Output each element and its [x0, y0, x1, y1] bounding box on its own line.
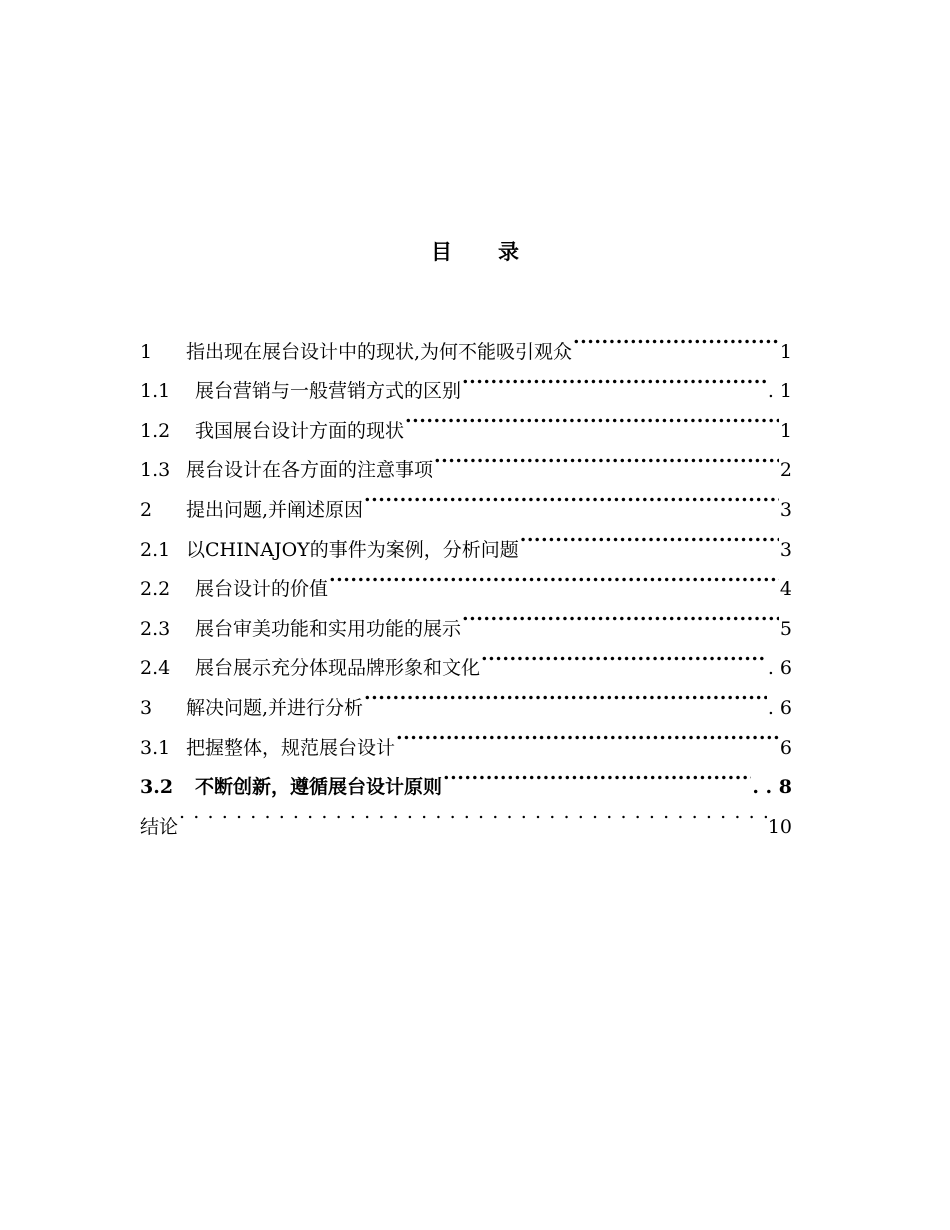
toc-dot-leader — [520, 516, 779, 556]
page-title — [0, 236, 950, 266]
toc-entry-page: 4 — [779, 578, 792, 601]
toc-entry-number: 2 — [140, 498, 153, 521]
toc-entry-title: 展台设计在各方面的注意事项 — [186, 459, 434, 482]
toc-entry-number: 1.2 — [140, 419, 171, 442]
toc-entry-title: 展台设计的价值 — [195, 578, 329, 601]
toc-entry-number: 1.3 — [140, 459, 171, 482]
toc-entry-page: . . 8 — [752, 776, 792, 799]
toc-entry-title: 展台展示充分体现品牌形象和文化 — [195, 657, 481, 680]
table-of-contents — [140, 318, 792, 838]
toc-dot-leader — [481, 635, 767, 675]
toc-entry-title: 我国展台设计方面的现状 — [195, 419, 405, 442]
toc-dot-leader — [573, 318, 779, 358]
toc-entry-page: 1 — [779, 419, 792, 442]
toc-entry-page: . 1 — [767, 380, 792, 403]
toc-entry-number: 2.4 — [140, 657, 171, 680]
toc-dot-leader — [462, 358, 767, 398]
toc-dot-leader — [443, 754, 751, 794]
toc-entry-title: 指出现在展台设计中的现状,为何不能吸引观众 — [186, 340, 573, 363]
toc-entry-title: 提出问题,并阐述原因 — [186, 498, 364, 521]
toc-entry-page: 2 — [779, 459, 792, 482]
toc-dot-leader — [434, 437, 779, 477]
toc-entry-conclusion[interactable] — [140, 793, 792, 838]
toc-dot-leader — [462, 595, 779, 635]
toc-entry-number: 2.2 — [140, 578, 171, 601]
toc-entry-page: 1 — [779, 340, 792, 363]
toc-entry-number: 1.1 — [140, 380, 171, 403]
toc-entry-title: 展台审美功能和实用功能的展示 — [195, 617, 462, 640]
title-char-1: 目 — [431, 239, 452, 264]
toc-entry-number: 3 — [140, 696, 153, 719]
toc-entry-page: . 6 — [767, 696, 792, 719]
toc-dot-leader — [396, 714, 779, 754]
toc-entry-page: 5 — [779, 617, 792, 640]
toc-dot-leader — [329, 556, 779, 596]
toc-entry-page: 10 — [767, 815, 792, 838]
toc-entry-title: 解决问题,并进行分析 — [186, 696, 364, 719]
toc-entry-page: 6 — [779, 736, 792, 759]
toc-entry-number: 2.3 — [140, 617, 171, 640]
toc-entry-title: 不断创新，遵循展台设计原则 — [195, 776, 443, 799]
toc-dot-leader — [405, 397, 779, 437]
toc-entry-page: 3 — [779, 498, 792, 521]
toc-entry-page: 3 — [779, 538, 792, 561]
toc-entry-title: 以CHINAJOY的事件为案例，分析问题 — [186, 538, 519, 561]
toc-entry-number: 1 — [140, 340, 153, 363]
toc-dot-leader — [179, 793, 767, 833]
toc-entry-title: 展台营销与一般营销方式的区别 — [195, 380, 462, 403]
toc-entry-number: 3.1 — [140, 736, 171, 759]
toc-entry-page: . 6 — [767, 657, 792, 680]
toc-entry-1[interactable] — [140, 318, 792, 363]
toc-entry-title: 结论 — [140, 815, 179, 838]
toc-dot-leader — [364, 674, 767, 714]
toc-entry-number: 2.1 — [140, 538, 171, 561]
toc-entry-number: 3.2 — [140, 776, 174, 799]
toc-entry-title: 把握整体，规范展台设计 — [186, 736, 396, 759]
title-char-2: 录 — [498, 239, 519, 264]
toc-dot-leader — [364, 476, 779, 516]
